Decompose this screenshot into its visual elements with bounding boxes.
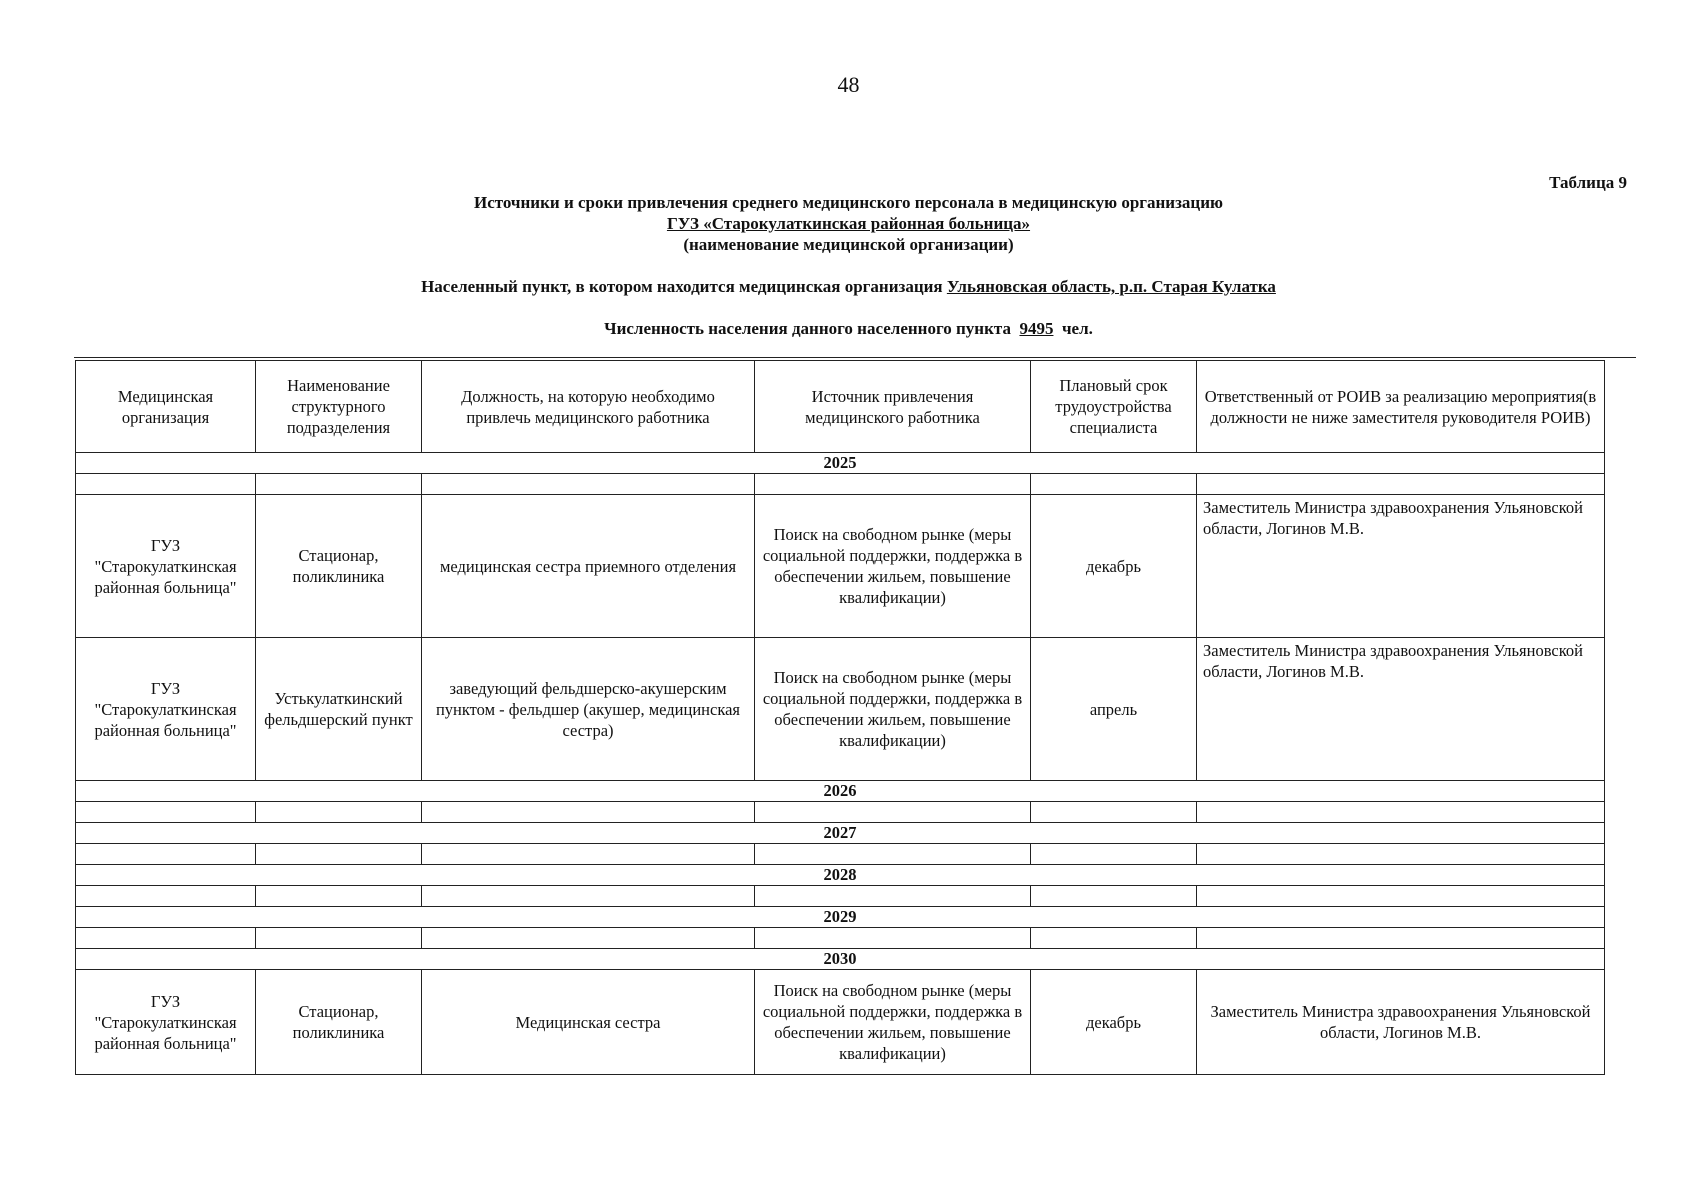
year-label: 2025 [76,453,1605,474]
source-cell: Поиск на свободном рынке (меры социальной поддержки, поддержка в обеспечении жильем, повышение квалификации) [755,495,1031,638]
source-cell: Поиск на свободном рынке (меры социальной поддержки, поддержка в обеспечении жильем, повышение квалификации) [755,638,1031,781]
responsible-cell: Заместитель Министра здравоохранения Ульяновской области, Логинов М.В. [1197,495,1605,638]
empty-row [76,844,1605,865]
table-row [76,638,1605,781]
year-label: 2030 [76,949,1605,970]
year-label: 2027 [76,823,1605,844]
locality-line [0,276,1697,297]
year-row [76,823,1605,844]
empty-row [76,886,1605,907]
empty-row [76,474,1605,495]
year-row [76,949,1605,970]
unit-cell: Устькулаткинский фельдшерский пункт [256,638,422,781]
population-unit: чел. [1061,319,1093,338]
responsible-cell: Заместитель Министра здравоохранения Ульяновской области, Логинов М.В. [1197,638,1605,781]
header-cell: Должность, на которую необходимо привлечь медицинского работника [422,361,755,453]
org-cell: ГУЗ "Старокулаткинская районная больница" [76,495,256,638]
locality-value: Ульяновская область, р.п. Старая Кулатка [946,277,1276,296]
title-line: Источники и сроки привлечения среднего медицинского персонала в медицинскую организацию [473,193,1224,212]
header-cell: Наименование структурного подразделения [256,361,422,453]
population-prefix: Численность населения данного населенного пункта [604,319,1011,338]
year-row [76,907,1605,928]
year-row [76,865,1605,886]
header-row [76,361,1605,453]
table-row [76,970,1605,1075]
org-cell: ГУЗ "Старокулаткинская районная больница" [76,638,256,781]
position-cell: заведующий фельдшерско-акушерским пунктом - фельдшер (акушер, медицинская сестра) [422,638,755,781]
organization-caption: (наименование медицинской организации) [683,235,1014,254]
empty-row [76,802,1605,823]
term-cell: декабрь [1031,495,1197,638]
position-cell: Медицинская сестра [422,970,755,1075]
source-cell: Поиск на свободном рынке (меры социальной поддержки, поддержка в обеспечении жильем, повышение квалификации) [755,970,1031,1075]
header-cell: Источник привлечения медицинского работника [755,361,1031,453]
year-row [76,781,1605,802]
document-header [0,192,1697,339]
top-rule [74,357,1636,358]
term-cell: декабрь [1031,970,1197,1075]
unit-cell: Стационар, поликлиника [256,970,422,1075]
locality-prefix: Населенный пункт, в котором находится медицинская организация [421,277,943,296]
population-line [0,318,1697,339]
header-cell: Плановый срок трудоустройства специалиста [1031,361,1197,453]
term-cell: апрель [1031,638,1197,781]
year-label: 2026 [76,781,1605,802]
table-row [76,495,1605,638]
organization-name: ГУЗ «Старокулаткинская районная больница» [666,214,1031,233]
empty-row [76,928,1605,949]
unit-cell: Стационар, поликлиника [256,495,422,638]
header-cell: Ответственный от РОИВ за реализацию мероприятия(в должности не ниже заместителя руководителя РОИВ) [1197,361,1605,453]
responsible-cell: Заместитель Министра здравоохранения Ульяновской области, Логинов М.В. [1197,970,1605,1075]
staffing-table [75,360,1605,1075]
year-row [76,453,1605,474]
population-value: 9495 [1019,319,1054,338]
page-number: 48 [837,72,860,97]
org-cell: ГУЗ "Старокулаткинская районная больница" [76,970,256,1075]
year-label: 2028 [76,865,1605,886]
table-label: Таблица 9 [1549,173,1627,192]
year-label: 2029 [76,907,1605,928]
position-cell: медицинская сестра приемного отделения [422,495,755,638]
header-cell: Медицинская организация [76,361,256,453]
